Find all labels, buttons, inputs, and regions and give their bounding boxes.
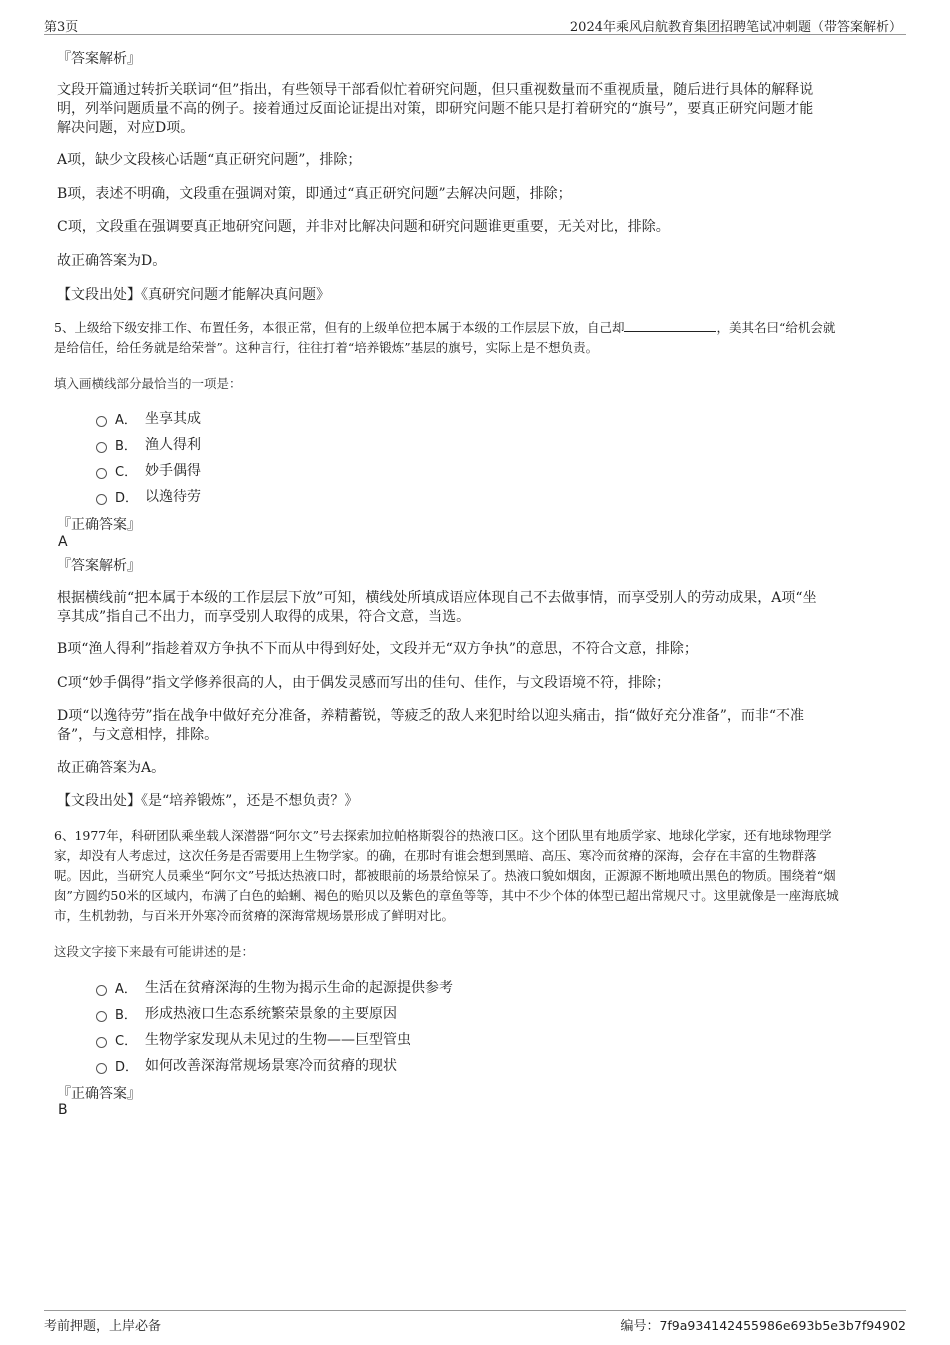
radio-button[interactable]: [96, 416, 107, 427]
radio-button[interactable]: [96, 1063, 107, 1074]
radio-button[interactable]: [96, 494, 107, 505]
analysis-paragraph: 文段开篇通过转折关联词“但”指出，有些领导干部看似忙着研究问题，但只重视数量而不重视质量，随后进行具体的解释说 明，列举问题质量不高的例子。接着通过反面论证提出对策，即研究问题不能只是打着研究的“旗号”，要真正研究问题才能 解决问题，对应D项。: [57, 82, 814, 136]
analysis-option-c: C项，文段重在强调要真正地研究问题，并非对比解决问题和研究问题谁更重要，无关对比，排除。: [57, 219, 670, 235]
source-citation: 【文段出处】《真研究问题才能解决真问题》: [57, 287, 330, 303]
q6-option-d[interactable]: D． 如何改善深海常规场景寒冷而贫瘠的现状: [96, 1055, 397, 1075]
analysis-label: 『答案解析』: [57, 558, 141, 574]
q6-option-b[interactable]: B． 形成热液口生态系统繁荣景象的主要原因: [96, 1003, 397, 1023]
analysis-option-a: A项，缺少文段核心话题“真正研究问题”，排除；: [57, 152, 362, 168]
radio-button[interactable]: [96, 468, 107, 479]
source-citation: 【文段出处】《是“培养锻炼”，还是不想负责？》: [57, 793, 359, 809]
radio-button[interactable]: [96, 442, 107, 453]
fill-blank: [624, 320, 716, 332]
correct-answer: B: [58, 1102, 68, 1118]
question-6-prompt: 这段文字接下来最有可能讲述的是：: [54, 944, 255, 959]
q5-option-c[interactable]: C． 妙手偶得: [96, 460, 201, 480]
analysis-conclusion: 故正确答案为D。: [57, 253, 167, 269]
page-number: 第3页: [44, 20, 79, 35]
question-5-prompt: 填入画横线部分最恰当的一项是：: [54, 376, 242, 391]
question-6-stem: 6、1977年，科研团队乘坐载人深潜器“阿尔文”号去探索加拉帕格斯裂谷的热液口区。这个团队里有地质学家、地球化学家，还有地球物理学 家，却没有人考虑过，这次任务是否需要用上生物学家。的确，在那时有谁会想到黑暗、高压、寒冷而贫瘠的深海，会存在丰富的生物群落 呢。因此，当研究人员乘坐“阿尔文”号抵达热液口时，都被眼前的场景给惊呆了。热液口貌如烟囱，正源源不断地喷出黑色的物质。围绕着“烟 囱”方圆约50米的区域内，布满了白色的蛤蜊、褐色的贻贝以及紫色的章鱼等等，其中不少个体的体型已超出常规尺寸。这里就像是一座海底城 市，生机勃勃，与百米开外寒冷而贫瘠的深海常规场景形成了鲜明对比。: [54, 828, 839, 923]
radio-button[interactable]: [96, 1037, 107, 1048]
page-header: [44, 14, 906, 35]
radio-button[interactable]: [96, 985, 107, 996]
analysis-option-c: C项“妙手偶得”指文学修养很高的人，由于偶发灵感而写出的佳句、佳作，与文段语境不符，排除；: [57, 675, 671, 691]
question-5-stem: 5、上级给下级安排工作、布置任务，本很正常，但有的上级单位把本属于本级的工作层层下放，自己却 ，美其名曰“给机会就 是给信任，给任务就是给荣誉”。这种言行，往往打着“培养锻炼”基层的旗号，实际上是不想负责。: [54, 320, 836, 355]
document-code: 编号：7f9a934142455986e693b5e3b7f94902: [620, 1318, 906, 1334]
analysis-conclusion: 故正确答案为A。: [57, 760, 166, 776]
analysis-label: 『答案解析』: [57, 51, 141, 67]
footer-slogan: 考前押题，上岸必备: [44, 1319, 162, 1334]
analysis-option-b: B项“渔人得利”指趁着双方争执不下而从中得到好处，文段并无“双方争执”的意思，不符合文意，排除；: [57, 641, 698, 657]
correct-answer: A: [58, 534, 68, 550]
radio-button[interactable]: [96, 1011, 107, 1022]
q6-option-a[interactable]: A． 生活在贫瘠深海的生物为揭示生命的起源提供参考: [96, 977, 453, 997]
q6-option-c[interactable]: C． 生物学家发现从未见过的生物——巨型管虫: [96, 1029, 411, 1049]
q5-option-a[interactable]: A． 坐享其成: [96, 408, 201, 428]
analysis-paragraph: 根据横线前“把本属于本级的工作层层下放”可知，横线处所填成语应体现自己不去做事情，而享受别人的劳动成果，A项“坐 享其成”指自己不出力，而享受别人取得的成果，符合文意，当选。: [57, 590, 817, 625]
analysis-option-d: D项“以逸待劳”指在战争中做好充分准备，养精蓄锐，等疲乏的敌人来犯时给以迎头痛击，指“做好充分准备”，而非“不准 备”，与文意相悖，排除。: [57, 708, 805, 743]
correct-answer-label: 『正确答案』: [57, 1086, 141, 1102]
page-footer: [44, 1310, 906, 1333]
q5-option-d[interactable]: D． 以逸待劳: [96, 486, 201, 506]
document-title: 2024年乘风启航教育集团招聘笔试冲刺题（带答案解析）: [569, 20, 902, 35]
analysis-option-b: B项，表述不明确，文段重在强调对策，即通过“真正研究问题”去解决问题，排除；: [57, 186, 572, 202]
q5-option-b[interactable]: B． 渔人得利: [96, 434, 201, 454]
correct-answer-label: 『正确答案』: [57, 517, 141, 533]
